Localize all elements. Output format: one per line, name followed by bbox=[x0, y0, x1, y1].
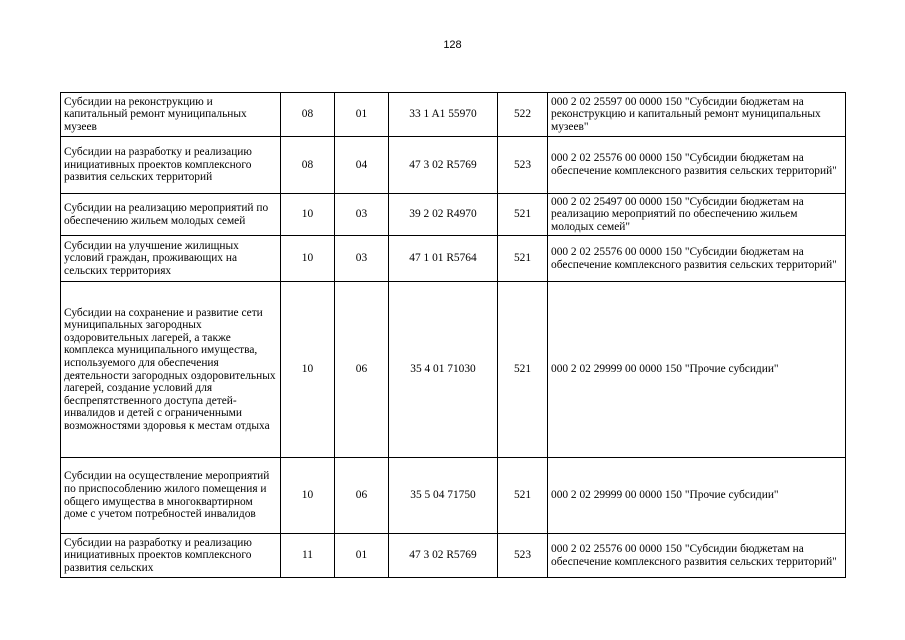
section-cell: 10 bbox=[281, 282, 335, 458]
revenue-code-cell: 000 2 02 25576 00 0000 150 "Субсидии бюджетам на обеспечение комплексного развития сельских территорий" bbox=[548, 137, 846, 194]
subsidy-name-cell: Субсидии на улучшение жилищных условий граждан, проживающих на сельских территориях bbox=[61, 236, 281, 282]
revenue-code-cell: 000 2 02 25497 00 0000 150 "Субсидии бюджетам на реализацию мероприятий по обеспечению жильем молодых семей" bbox=[548, 194, 846, 236]
target-code-cell: 39 2 02 R4970 bbox=[389, 194, 498, 236]
expense-type-cell: 522 bbox=[498, 93, 548, 137]
table-row bbox=[61, 236, 846, 282]
subsection-cell: 01 bbox=[335, 93, 389, 137]
subsidy-name-cell: Субсидии на реализацию мероприятий по обеспечению жильем молодых семей bbox=[61, 194, 281, 236]
table-row bbox=[61, 282, 846, 458]
revenue-code-cell: 000 2 02 29999 00 0000 150 "Прочие субсидии" bbox=[548, 458, 846, 534]
target-code-cell: 47 3 02 R5769 bbox=[389, 137, 498, 194]
table-row bbox=[61, 458, 846, 534]
target-code-cell: 47 3 02 R5769 bbox=[389, 534, 498, 578]
subsidy-name-cell: Субсидии на разработку и реализацию инициативных проектов комплексного развития сельских bbox=[61, 534, 281, 578]
expense-type-cell: 523 bbox=[498, 534, 548, 578]
section-cell: 10 bbox=[281, 458, 335, 534]
section-cell: 08 bbox=[281, 137, 335, 194]
subsection-cell: 04 bbox=[335, 137, 389, 194]
revenue-code-cell: 000 2 02 25576 00 0000 150 "Субсидии бюджетам на обеспечение комплексного развития сельских территорий" bbox=[548, 236, 846, 282]
subsidy-name-cell: Субсидии на разработку и реализацию инициативных проектов комплексного развития сельских территорий bbox=[61, 137, 281, 194]
table-row bbox=[61, 534, 846, 578]
section-cell: 10 bbox=[281, 194, 335, 236]
expense-type-cell: 521 bbox=[498, 194, 548, 236]
subsidy-name-cell: Субсидии на осуществление мероприятий по приспособлению жилого помещения и общего имущества в многоквартирном доме с учетом потребностей инвалидов bbox=[61, 458, 281, 534]
expense-type-cell: 521 bbox=[498, 282, 548, 458]
target-code-cell: 33 1 A1 55970 bbox=[389, 93, 498, 137]
subsidy-name-cell: Субсидии на реконструкцию и капитальный ремонт муниципальных музеев bbox=[61, 93, 281, 137]
subsection-cell: 01 bbox=[335, 534, 389, 578]
section-cell: 11 bbox=[281, 534, 335, 578]
revenue-code-cell: 000 2 02 29999 00 0000 150 "Прочие субсидии" bbox=[548, 282, 846, 458]
table-row bbox=[61, 93, 846, 137]
page-number: 128 bbox=[443, 39, 462, 51]
expense-type-cell: 521 bbox=[498, 458, 548, 534]
revenue-code-cell: 000 2 02 25576 00 0000 150 "Субсидии бюджетам на обеспечение комплексного развития сельских территорий" bbox=[548, 534, 846, 578]
expense-type-cell: 523 bbox=[498, 137, 548, 194]
section-cell: 08 bbox=[281, 93, 335, 137]
revenue-code-cell: 000 2 02 25597 00 0000 150 "Субсидии бюджетам на реконструкцию и капитальный ремонт муниципальных музеев" bbox=[548, 93, 846, 137]
subsection-cell: 03 bbox=[335, 236, 389, 282]
subsection-cell: 03 bbox=[335, 194, 389, 236]
table-row bbox=[61, 194, 846, 236]
subsidy-name-cell: Субсидии на сохранение и развитие сети муниципальных загородных оздоровительных лагерей, а также комплекса муниципального имущества, используемого для обеспечения деятельности загородных оздоровительных лагерей, создание условий для беспрепятственного доступа детей-инвалидов и детей с ограниченными возможностями здоровья к местам отдыха bbox=[61, 282, 281, 458]
expense-type-cell: 521 bbox=[498, 236, 548, 282]
section-cell: 10 bbox=[281, 236, 335, 282]
target-code-cell: 35 4 01 71030 bbox=[389, 282, 498, 458]
subsection-cell: 06 bbox=[335, 282, 389, 458]
table-row bbox=[61, 137, 846, 194]
target-code-cell: 35 5 04 71750 bbox=[389, 458, 498, 534]
target-code-cell: 47 1 01 R5764 bbox=[389, 236, 498, 282]
budget-table bbox=[60, 92, 846, 578]
subsection-cell: 06 bbox=[335, 458, 389, 534]
